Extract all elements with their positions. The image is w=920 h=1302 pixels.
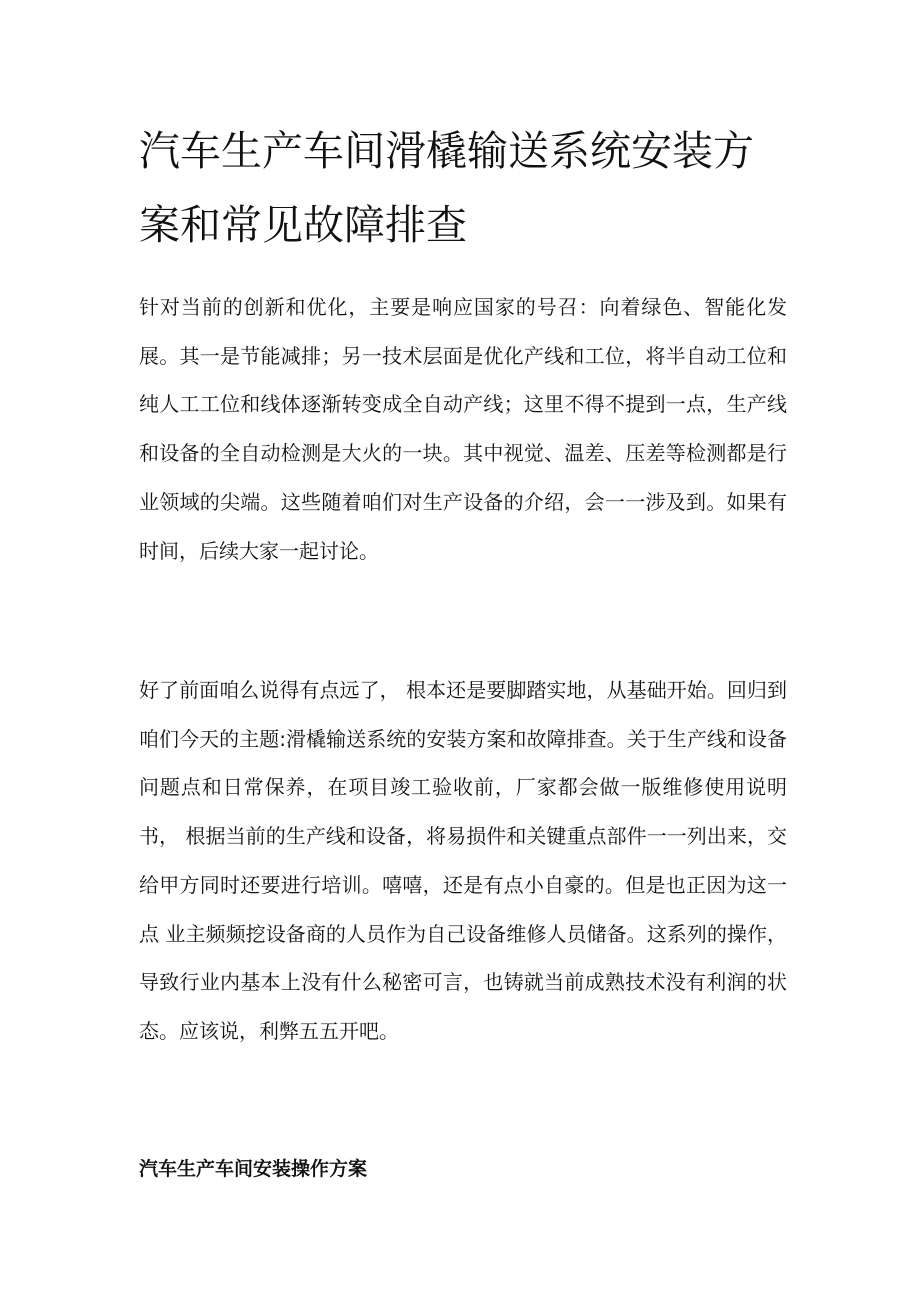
intro-paragraph: 针对当前的创新和优化，主要是响应国家的号召：向着绿色、智能化发展。其一是节能减排；另一技术层面是优化产线和工位，将半自动工位和纯人工工位和线体逐渐转变成全自动产线；这里不得不提到一点，生产线和设备的全自动检测是大火的一块。其中视觉、温差、压差等检测都是行业领域的尖端。这些随着咱们对生产设备的介绍，会一一涉及到。如果有时间，后续大家一起讨论。 (139, 295, 787, 563)
body-paragraph: 好了前面咱么说得有点远了， 根本还是要脚踏实地，从基础开始。回归到咱们今天的主题:滑橇输送系统的安装方案和故障排查。关于生产线和设备问题点和日常保养，在项目竣工验收前，厂家都会做一版维修使用说明书， 根据当前的生产线和设备，将易损件和关键重点部件一一列出来，交给甲方同时还要进行培训。嘻嘻，还是有点小自豪的。但是也正因为这一点 业主频频挖设备商的人员作为自己设备维修人员储备。这系列的操作，导致行业内基本上没有什么秘密可言，也铸就当前成熟技术没有利润的状态。应该说，利弊五五开吧。 (139, 678, 787, 1043)
section-heading: 汽车生产车间安装操作方案 (139, 1158, 368, 1180)
document-title: 汽车生产车间滑橇输送系统安装方案和常见故障排查 (139, 127, 754, 249)
